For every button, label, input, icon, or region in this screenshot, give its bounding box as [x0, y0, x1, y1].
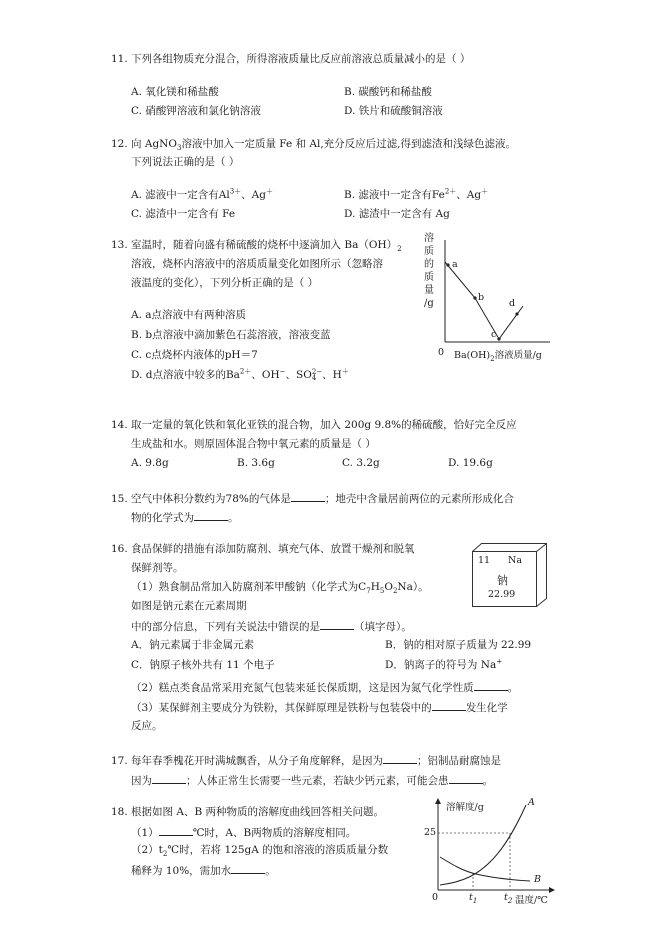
q16-stem-line2: 保鲜剂等。 — [131, 562, 184, 574]
sodium-element-card — [472, 543, 547, 607]
q16-blank-3[interactable] — [432, 699, 466, 711]
q18-t1-label: $t_1$ — [469, 892, 478, 905]
q18-xlabel: 温度/℃ — [515, 895, 548, 906]
q13-label-c: c — [491, 329, 497, 340]
q18-label-a: A — [528, 797, 535, 808]
q13-option-d: D. d点溶液中较多的$Ba^{2+}$、OH−、SO 2− 4 、H＋ — [131, 367, 349, 382]
q13-option-c: C. c点烧杯内液体的pH＝7 — [131, 349, 258, 361]
element-mass: 22.99 — [488, 589, 516, 600]
q14-option-b: B. 3.6g — [237, 457, 275, 469]
q13-graph-svg — [420, 232, 590, 364]
q15-stem-line2: 物的化学式为 。 — [131, 509, 239, 525]
q16-part1-line3: 中的部分信息，下列有关说法中错误的是 （填字母）。 — [131, 618, 412, 634]
q16-stem-line1: 16. 食品保鲜的措施有添加防腐剂、填充气体、放置干燥剂和脱氧 — [111, 543, 415, 555]
q15-stem-line1: 15. 空气中体积分数约为78%的气体是 ；地壳中含量居前两位的元素所形成化合 — [111, 490, 514, 506]
q11-option-c: C. 硝酸钾溶液和氯化钠溶液 — [131, 105, 261, 117]
q18-part1: （1） ℃时，A、B两物质的溶解度相同。 — [131, 824, 356, 840]
q13-label-b: b — [478, 292, 485, 303]
q13-label-d: d — [509, 298, 516, 309]
q12-option-d: D. 滤渣中一定含有 Ag — [344, 208, 450, 220]
q16-option-c: C．钠原子核外共有 11 个电子 — [131, 659, 275, 671]
q18-curve-b — [440, 857, 530, 881]
q16-option-a: A．钠元素属于非金属元素 — [131, 639, 255, 651]
q16-option-b: B．钠的相对原子质量为 22.99 — [385, 639, 532, 651]
q12-option-a: A. 滤液中一定含有$Al^{3+}$、Ag＋ — [131, 187, 273, 201]
q14-stem-line2: 生成盐和水。则原固体混合物中氧元素的质量是（ ） — [131, 438, 376, 450]
q14-option-a: A. 9.8g — [131, 457, 169, 469]
q14-option-c: C. 3.2g — [342, 457, 380, 469]
q13-origin: 0 — [438, 347, 445, 358]
element-name: 钠 — [497, 574, 508, 587]
q13-point-b — [473, 296, 476, 299]
q17-blank-2[interactable] — [152, 772, 186, 784]
q13-option-b: B. b点溶液中滴加紫色石蕊溶液，溶液变蓝 — [131, 329, 331, 341]
q13-stem-line1: 13. 室温时，随着向盛有稀硫酸的烧杯中逐滴加入 $Ba(OH)_2$ — [111, 239, 402, 254]
q11-stem: 11. 下列各组物质充分混合，所得溶液质量比反应前溶液总质量减小的是（ ） — [111, 53, 471, 65]
q18-origin: 0 — [432, 892, 439, 903]
q16-blank-2[interactable] — [474, 679, 508, 691]
q13-stem-line3: 液温度的变化），下列分析正确的是（ ） — [131, 277, 319, 289]
q13-point-a — [446, 263, 449, 266]
q12-option-c: C. 滤渣中一定含有 Fe — [131, 208, 236, 220]
q17-stem-line2: 因为 ；人体正常生长需要一些元素，若缺少钙元素，可能会患 。 — [131, 772, 493, 788]
q16-part1-line2: 如图是钠元素在元素周期 — [131, 600, 247, 612]
q11-option-a: A. 氧化镁和稀盐酸 — [131, 86, 219, 98]
q14-stem-line1: 14. 取一定量的氧化铁和氧化亚铁的混合物，加入 200g 9.8%的稀硫酸，恰好完全反应 — [111, 419, 517, 431]
q18-t2-label: $t_2$ — [504, 892, 513, 905]
q11-option-b: B. 碳酸钙和稀盐酸 — [344, 86, 432, 98]
element-atomic-number: 11 — [478, 555, 491, 566]
q17-stem-line1: 17. 每年春季槐花开时满城飘香，从分子角度解释，是因为 ；铝制品耐腐蚀是 — [111, 752, 501, 768]
q12-stem-line1: 12. 向 AgNO$_3$溶液中加入一定质量 Fe 和 Al,充分反应后过滤,得到滤渣和浅绿色滤液。 — [111, 138, 517, 153]
q13-xlabel: $Ba(OH)_2$溶液质量/g — [454, 350, 542, 363]
q16-part2: （2）糕点类食品常采用充氮气包装来延长保质期，这是因为氮气化学性质 。 — [131, 679, 518, 695]
q15-blank-1[interactable] — [291, 490, 325, 502]
q17-blank-3[interactable] — [449, 772, 483, 784]
q18-ytick-25: 25 — [424, 827, 437, 838]
q15-blank-2[interactable] — [194, 509, 228, 521]
q18-part2-line2: 稀释为 10%，需加水 。 — [131, 862, 276, 878]
q16-part3-line2: 反应。 — [131, 720, 163, 732]
q18-solubility-graph — [418, 797, 558, 905]
q18-blank-2[interactable] — [231, 862, 265, 874]
q18-label-b: B — [534, 874, 541, 885]
q13-label-a: a — [452, 259, 458, 270]
q11-option-d: D. 铁片和硫酸铜溶液 — [344, 105, 443, 117]
q16-option-d: D．钠离子的符号为 Na+ — [385, 657, 503, 671]
q13-graph-ylabel: 溶 质 的 质 量 /g — [424, 233, 434, 309]
q13-point-c — [497, 337, 500, 340]
q13-point-d — [515, 312, 518, 315]
q18-graph-svg — [418, 797, 558, 905]
q17-blank-1[interactable] — [383, 752, 417, 764]
q13-stem-line2: 溶液，烧杯内溶液中的溶质质量变化如图所示（忽略溶 — [131, 258, 383, 270]
q16-part3: （3）某保鲜剂主要成分为铁粉，其保鲜原理是铁粉与包装袋中的 发生化学 — [131, 699, 508, 715]
q18-stem: 18. 根据如图 A、B 两种物质的溶解度曲线回答相关问题。 — [111, 806, 385, 818]
q18-blank-1[interactable] — [159, 824, 193, 836]
q12-stem-line2: 下列说法正确的是（ ） — [131, 156, 240, 168]
q18-part2: $(2)t_2℃$时，若将 125gA 的饱和溶液的溶质质量分数 — [131, 844, 389, 859]
q16-blank-1[interactable] — [320, 618, 354, 630]
q12-option-b: B. 滤液中一定含有$Fe^{2+}$、Ag＋ — [344, 187, 489, 201]
element-symbol: Na — [508, 555, 522, 566]
q14-option-d: D. 19.6g — [448, 457, 493, 469]
q18-ylabel: 溶解度/g — [446, 802, 484, 813]
q16-part1: （1）熟食制品常加入防腐剂苯甲酸钠（化学式为$C_7H_5O_2Na$）。 — [131, 581, 429, 596]
q13-option-a: A. a点溶液中有两种溶质 — [131, 309, 247, 321]
q13-graph — [420, 232, 590, 364]
q18-curve-a — [440, 805, 526, 885]
